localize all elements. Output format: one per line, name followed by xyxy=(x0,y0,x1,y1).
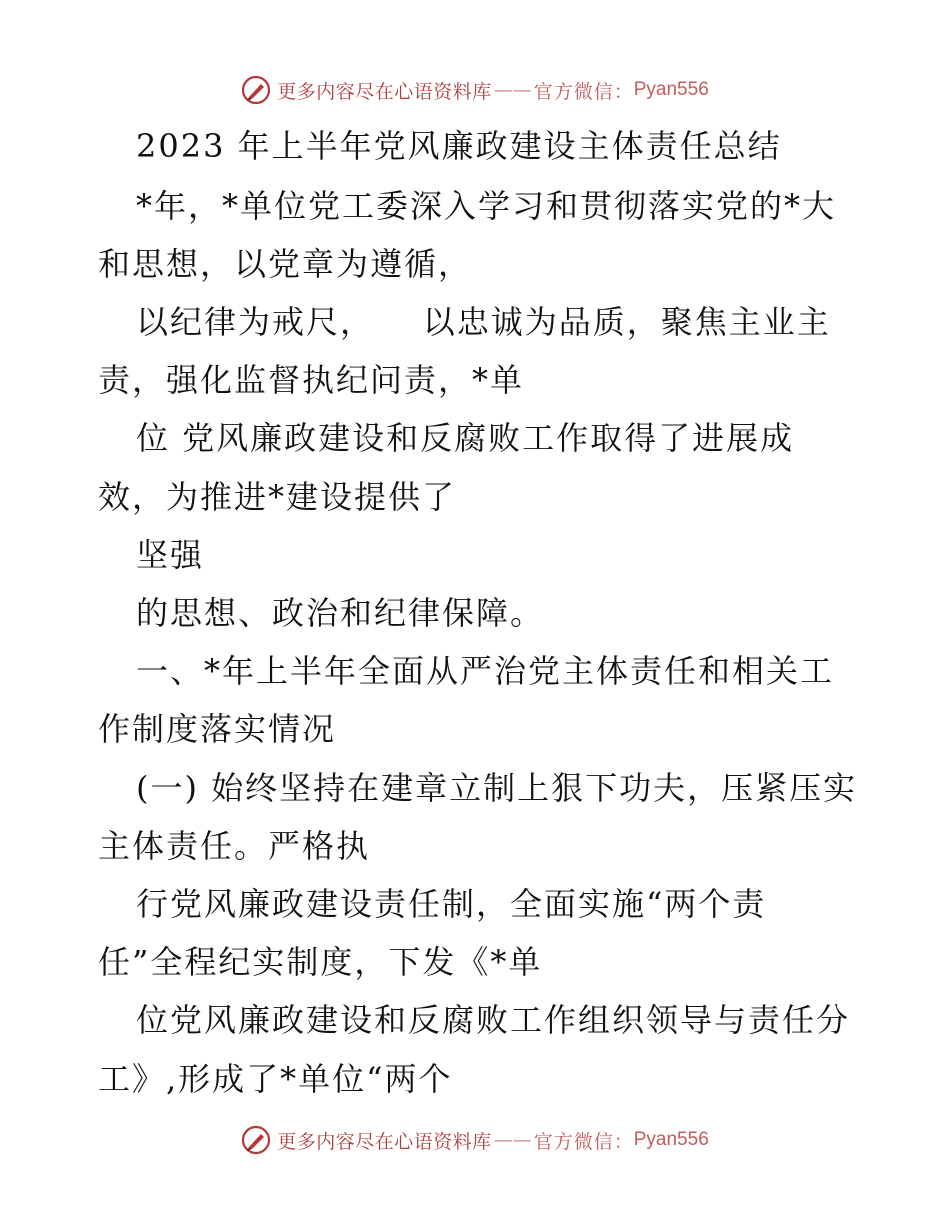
paragraph-line: 任”全程纪实制度，下发《*单 xyxy=(98,943,543,981)
watermark-wechat-label: 官方微信： xyxy=(533,80,634,103)
pen-logo-icon xyxy=(241,1125,271,1155)
section-heading: 一、*年上半年全面从严治党主体责任和相关工 xyxy=(136,652,835,690)
section-heading-continued: 作制度落实情况 xyxy=(98,710,337,748)
paragraph-line: 坚强 xyxy=(136,536,205,574)
paragraph-line: 和思想，以党章为遵循， xyxy=(98,245,473,283)
paragraph-line: 效，为推进*建设提供了 xyxy=(98,478,457,516)
document-title: 2023 年上半年党风廉政建设主体责任总结 xyxy=(136,127,782,165)
watermark-banner-top xyxy=(0,70,950,110)
paragraph-line: 工》,形成了*单位“两个 xyxy=(98,1060,453,1098)
paragraph-line: 位党风廉政建设和反腐败工作组织领导与责任分 xyxy=(136,1001,851,1039)
watermark-banner-bottom xyxy=(0,1120,950,1160)
paragraph-line: 以纪律为戒尺， 以忠诚为品质，聚焦主业主 xyxy=(136,303,831,341)
watermark-wechat-label: 官方微信： xyxy=(533,1130,634,1153)
paragraph-line: 的思想、政治和纪律保障。 xyxy=(136,594,545,632)
subsection-heading: (一) 始终坚持在建章立制上狠下功夫，压紧压实 xyxy=(136,769,858,807)
paragraph-line: 主体责任。严格执 xyxy=(98,827,371,865)
paragraph-line: 行党风廉政建设责任制，全面实施“两个责 xyxy=(136,885,767,923)
watermark-wechat-id: Pyan556 xyxy=(633,1129,709,1150)
watermark-text: 更多内容尽在心语资料库 xyxy=(277,1130,492,1153)
paragraph-line: *年，*单位党工委深入学习和贯彻落实党的*大 xyxy=(136,187,837,225)
paragraph-line: 位 党风廉政建设和反腐败工作取得了进展成 xyxy=(136,419,795,457)
watermark-text: 更多内容尽在心语资料库 xyxy=(277,80,492,103)
paragraph-line: 责，强化监督执纪问责，*单 xyxy=(98,361,525,399)
watermark-separator: —— xyxy=(493,1129,532,1151)
watermark-separator: —— xyxy=(493,79,532,101)
watermark-wechat-id: Pyan556 xyxy=(633,79,709,100)
pen-logo-icon xyxy=(241,75,271,105)
